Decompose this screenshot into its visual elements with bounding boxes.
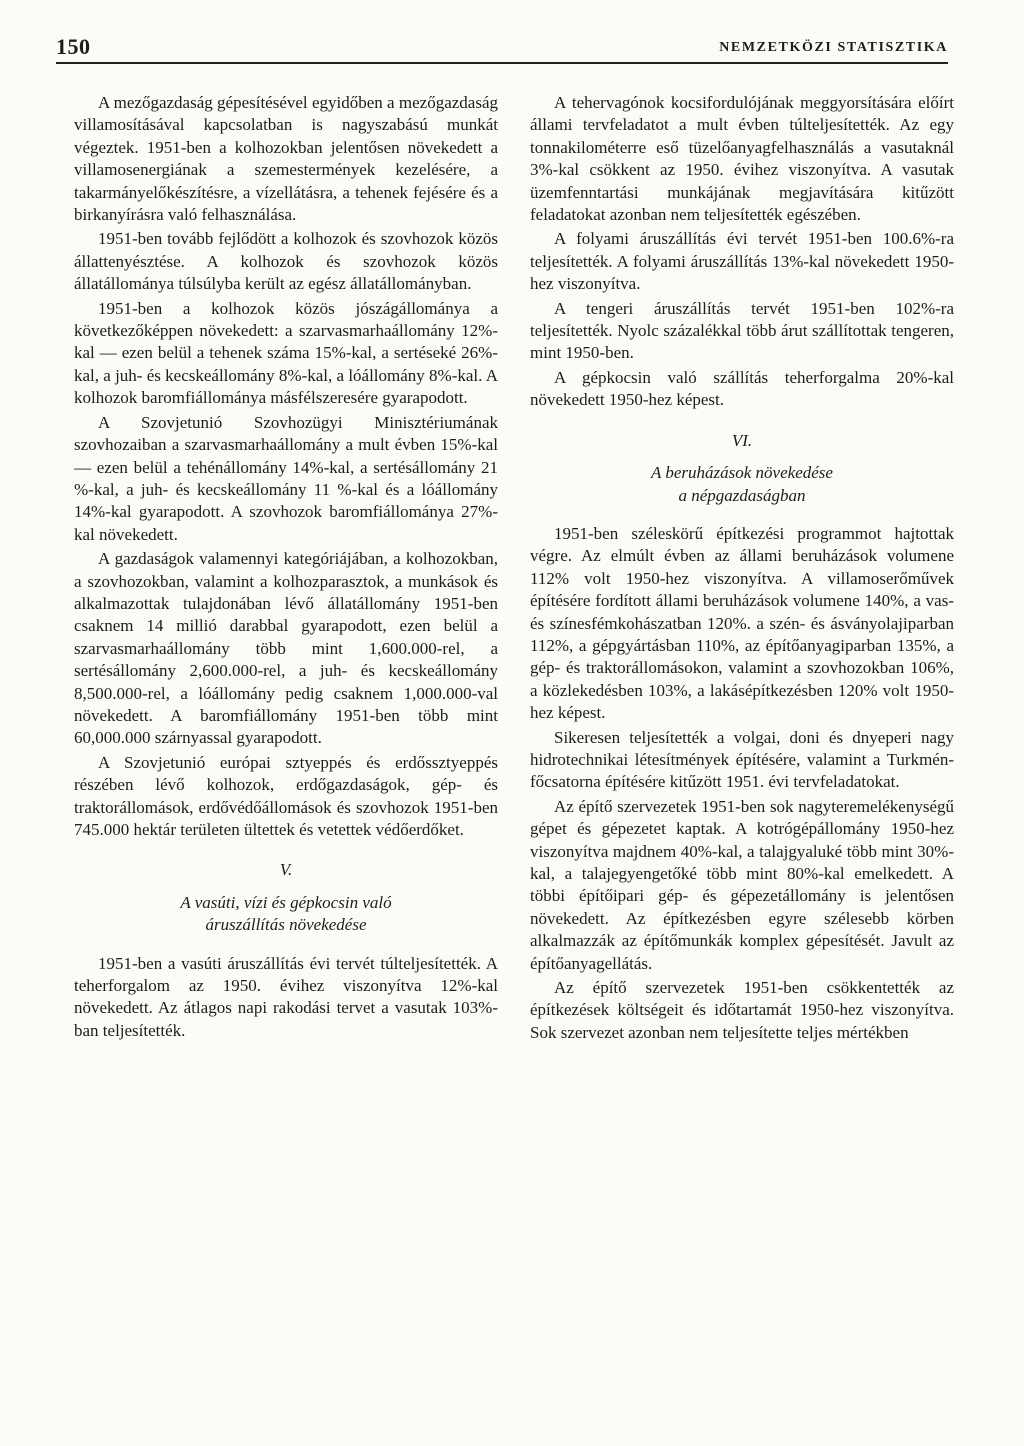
page-header <box>56 34 948 64</box>
paragraph: Sikeresen teljesítették a volgai, doni és dnyeperi nagy hidrotechnikai létesítmények építésére, valamint a Turkmén-főcsatorna építésére kitűzött 1951. évi tervfeladatokat. <box>530 727 954 792</box>
paragraph: A mezőgazdaság gépesítésével egyidőben a mezőgazdaság villamosításával kapcsolatban is nagyszabású munkát végeztek. 1951-ben a kolhozokban jelentősen növekedett a villamosenergiának a szemestermények kezelésére, a takarmányelőkészítésre, a vízellátásra, a tehenek fejésére és a birkanyírásra való felhasználása. <box>74 93 498 225</box>
right-column <box>530 92 954 1046</box>
paragraph: 1951-ben a kolhozok közös jószágállománya a következőképpen növekedett: a szarvasmarhaállomány 12%-kal — ezen belül a tehenek száma 15%-kal, a sertéseké 26%-kal, a juh- és kecskeállomány 8%-kal, a lóállomány 8%-kal. A kolhozok baromfiállománya másfélszeresére gyarapodott. <box>74 298 498 408</box>
section-title <box>530 462 954 507</box>
paragraph: 1951-ben széleskörű építkezési programmot hajtottak végre. Az elmúlt évben az állami beruházások volumene 112% volt 1950-hez viszonyítva. A villamoserőművek építésére fordított állami beruházások volumene 140%, a vas- és színesfémkohászatban 120%. a szén- és ásványolajiparban 112%, a gépgyártásban 110%, az építőanyagiparban 135%, a gép- és traktorállomásokon, valamint a szovhozokban 106%, a közlekedésben 103%, a lakásépítkezésben 120% volt 1950-hez képest. <box>530 523 954 723</box>
section-number: V. <box>279 860 293 880</box>
paragraph: 1951-ben tovább fejlődött a kolhozok és szovhozok közös állattenyésztése. A kolhozok és szovhozok közös állatállománya túlsúlyba került az egész állatállományban. <box>74 229 498 294</box>
section-title-line: A beruházások növekedése <box>651 463 833 483</box>
paragraph: A tengeri áruszállítás tervét 1951-ben 102%-ra teljesítették. Nyolc százalékkal több árut szállítottak tengeren, mint 1950-ben. <box>530 298 954 363</box>
paragraph: A Szovjetunió európai sztyeppés és erdőssztyeppés részében lévő kolhozok, erdőgazdaságok, gép- és traktorállomások, erdővédőállomások és szovhozok 1951-ben 745.000 hektár területen ültettek és vetettek védőerdőket. <box>74 752 498 839</box>
paragraph: A tehervagónok kocsifordulójának meggyorsítására előírt állami tervfeladatot a mult évben túlteljesítették. Az egy tonnakilométerre eső tüzelőanyagfelhasználás a vasutaknál 3%-kal csökkent az 1950. évihez viszonyítva. A vasutak üzemfenntartási munkájának megjavítására kitűzött feladatokat azonban nem teljesítették egészében. <box>530 93 954 225</box>
section-title-line: A vasúti, vízi és gépkocsin való <box>180 892 392 912</box>
paragraph: A Szovjetunió Szovhozügyi Minisztériumának szovhozaiban a szarvasmarhaállomány a mult évben 15%-kal — ezen belül a tehénállomány 14%-kal, a sertésállomány 21 %-kal, a juh- és kecskeállomány 11 %-kal és a lóállomány 14%-kal gyarapodott. A szovhozok baromfiállománya 27%-kal növekedett. <box>74 412 498 544</box>
left-column <box>74 92 498 1044</box>
paragraph: A folyami áruszállítás évi tervét 1951-ben 100.6%-ra teljesítették. A folyami áruszállítás 13%-kal növekedett 1950-hez viszonyítva. <box>530 229 954 294</box>
section-title <box>74 892 498 937</box>
running-title: NEMZETKÖZI STATISZTIKA <box>719 40 948 55</box>
paragraph: Az építő szervezetek 1951-ben csökkentették az építkezések költségeit és időtartamát 1950-hez viszonyítva. Sok szervezet azonban nem teljesítette teljes mértékben <box>530 978 954 1042</box>
page-number: 150 <box>56 34 91 59</box>
header-rule <box>56 62 948 64</box>
section-title-line: áruszállítás növekedése <box>205 915 367 935</box>
paragraph: Az építő szervezetek 1951-ben sok nagyteremelékenységű gépet és gépezetet kaptak. A kotrógépállomány 1950-hez viszonyítva majdnem 40%-kal, a talajgyaluké több mint 30%-kal, a talajegyengetőké több mint 80%-kal emelkedett. A többi építőipari gép- és gépezetállomány is jelentősen növekedett. Az építkezésben egyre szélesebb körben alkalmazzák az építőmunkák komplex gépesítését. Javult az építőanyagellátás. <box>530 796 954 973</box>
paragraph: 1951-ben a vasúti áruszállítás évi tervét túlteljesítették. A teherforgalom az 1950. évihez viszonyítva 12%-kal növekedett. Az átlagos napi rakodási tervet a vasutak 103%-ban teljesítették. <box>74 953 498 1040</box>
paragraph: A gazdaságok valamennyi kategóriájában, a kolhozokban, a szovhozokban, valamint a kolhozparasztok, a munkások és alkalmazottak tulajdonában lévő állatállomány 1951-ben csaknem 14 millió darabbal gyarapodott, ezen belül a szarvasmarhaállomány több mint 1,600.000-rel, a sertésállomány 2,600.000-rel, a juh- és kecskeállomány 8,500.000-rel, a lóállomány pedig csaknem 1,000.000-val növekedett. A baromfiállomány 1951-ben több mint 60,000.000 szárnyassal gyarapodott. <box>74 549 498 748</box>
section-number: VI. <box>731 430 753 450</box>
section-title-line: a népgazdaságban <box>678 485 806 505</box>
paragraph: A gépkocsin való szállítás teherforgalma 20%-kal növekedett 1950-hez képest. <box>530 367 954 410</box>
